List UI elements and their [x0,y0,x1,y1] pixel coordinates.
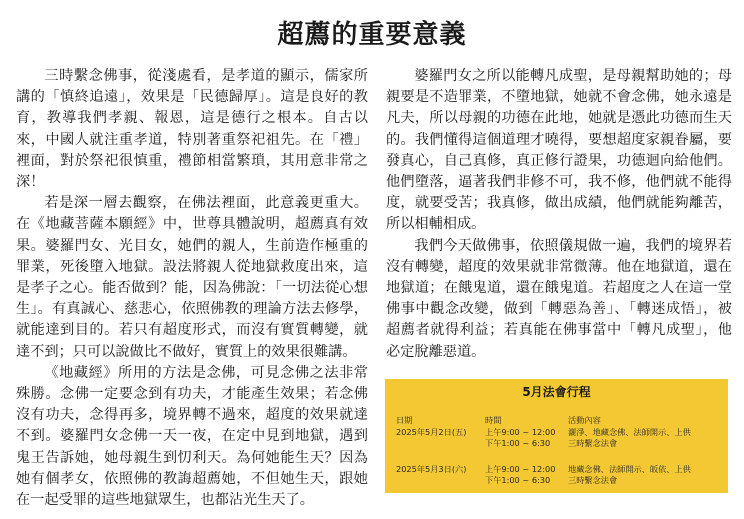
schedule-date: 2025年5月3日(六) [396,464,467,474]
time-morning: 上午9:00 ~ 12:00 [485,464,556,474]
schedule-activities [568,464,691,486]
paragraph: 三時繫念佛事，從淺處看，是孝道的顯示，儒家所講的「慎終追遠」，效果是「民德歸厚」。這是良好的教育，教導我們孝親、報恩，這是德行之根本。自古以來，中國人就注重孝道，特別著重祭祀祖先。在「禮」裡面，對於祭祀很慎重，禮節相當繁瑣，其用意非常之深！ [16,68,368,191]
time-afternoon: 下午1:00 ~ 6:30 [485,475,551,485]
schedule-row [385,464,728,488]
header-time: 時間 [485,415,502,425]
schedule-title: 5月法會行程 [522,385,591,399]
schedule-box [385,379,728,493]
left-column [16,66,368,511]
header-activity: 活動內容 [568,415,601,425]
schedule-row [385,427,728,451]
activity-morning: 灑淨、地藏念佛、法師開示、上供 [568,427,691,437]
activity-afternoon: 三時繫念法會 [568,475,618,485]
activity-morning: 地藏念佛、法師開示、皈依、上供 [568,464,691,474]
paragraph: 我們今天做佛事，依照儀規做一遍，我們的境界若沒有轉變，超度的效果就非常微薄。他在地獄道，還在地獄道；在餓鬼道，還在餓鬼道。若超度之人在這一堂佛事中觀念改變，做到「轉惡為善」、「轉迷成悟」，被超薦者就得利益；若真能在佛事當中「轉凡成聖」，他必定脫離惡道。 [386,237,732,360]
activity-afternoon: 三時繫念法會 [568,438,618,448]
right-column [386,66,732,363]
schedule-times [485,427,555,449]
paragraph: 若是深一層去觀察，在佛法裡面，此意義更重大。在《地藏菩薩本願經》中，世尊具體說明，超薦真有效果。婆羅門女、光目女，她們的親人，生前造作極重的罪業，死後墮入地獄。設法將親人從地獄救度出來，這是孝子之心。能否做到？能，因為佛說：「一切法從心想生」。有真誠心、慈悲心，依照佛教的理論方法去修學，就能達到目的。若只有超度形式，而沒有實質轉變，就達不到；只可以說做比不做好，實質上的效果很難講。 [16,195,368,360]
time-afternoon: 下午1:00 ~ 6:30 [485,438,551,448]
schedule-date: 2025年5月2日(五) [396,427,467,437]
header-date: 日期 [396,415,413,425]
schedule-times [485,464,555,486]
paragraph: 婆羅門女之所以能轉凡成聖，是母親幫助她的；母親要是不造罪業，不墮地獄，她就不會念佛，她永遠是凡夫，所以母親的功德在此地，她就是憑此功德而生天的。我們懂得這個道理才曉得，要想超度家親眷屬，要發真心，自己真修，真正修行證果，功德迴向給他們。他們墮落，逼著我們非修不可，我不修，他們就不能得度，就要受苦；我真修，做出成績，他們就能夠離苦，所以相輔相成。 [386,68,732,233]
time-morning: 上午9:00 ~ 12:00 [485,427,556,437]
page-title: 超薦的重要意義 [277,20,467,50]
paragraph: 《地藏經》所用的方法是念佛，可見念佛之法非常殊勝。念佛一定要念到有功夫，才能產生效果；若念佛沒有功夫，念得再多，境界轉不過來，超度的效果就達不到。婆羅門女念佛一天一夜，在定中見到地獄，遇到鬼王告訴她，她母親生到忉利天。為何她能生天？因為她有個孝女，依照佛的教誨超薦她，不但她生天，跟她在一起受罪的這些地獄眾生，也都沾光生天了。 [16,364,368,509]
schedule-activities [568,427,691,449]
